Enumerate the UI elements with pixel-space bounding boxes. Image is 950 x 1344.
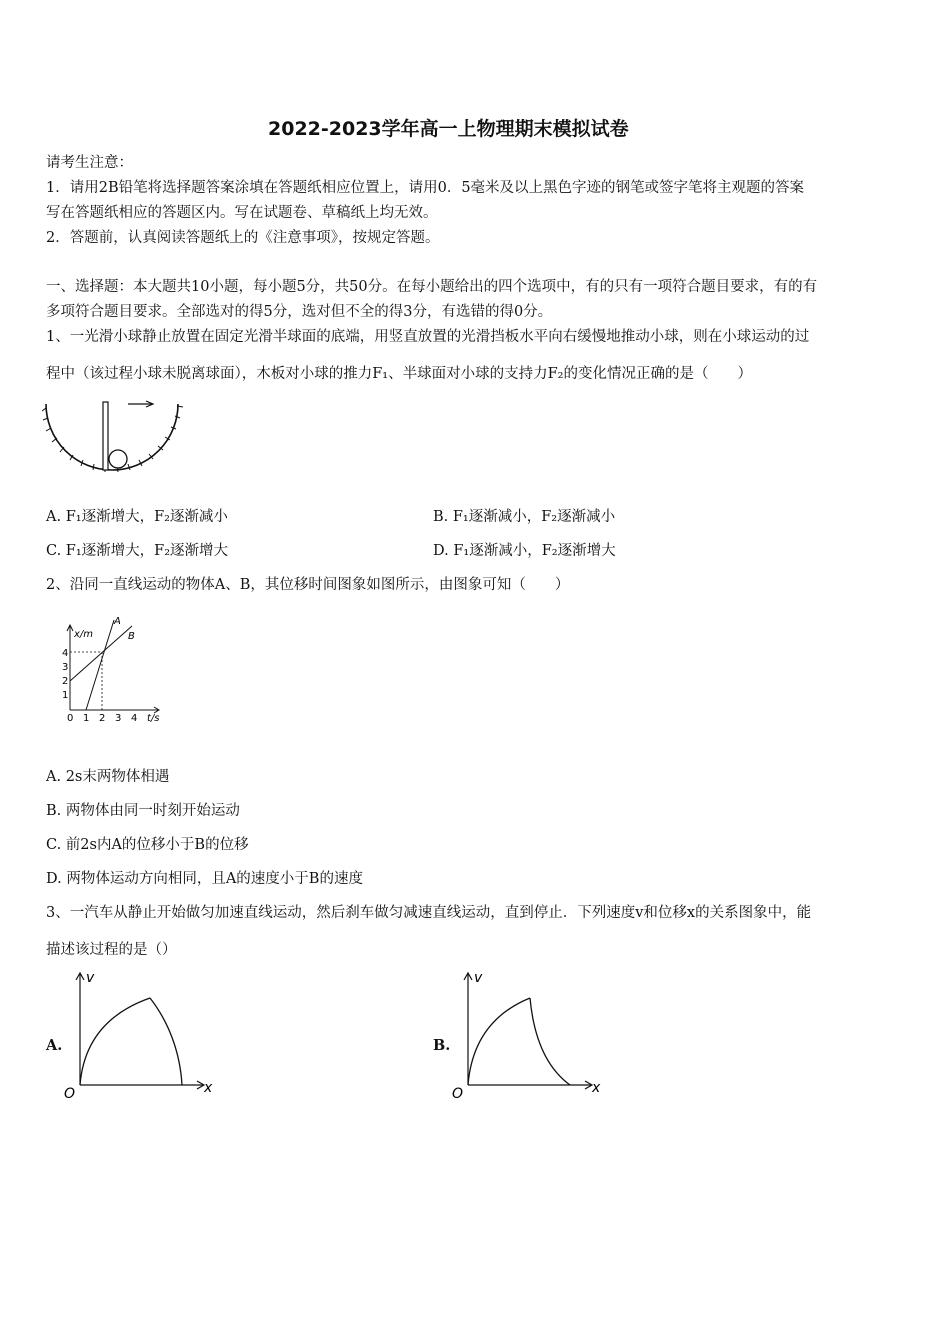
option-d: D. 两物体运动方向相同，且A的速度小于B的速度: [46, 871, 363, 887]
question-3-stem: 描述该过程的是（）: [46, 942, 177, 958]
section-instructions: 一、选择题：本大题共10小题，每小题5分，共50分。在每小题给出的四个选项中，有的只有一项符合题目要求，有的有: [46, 279, 818, 295]
y-tick-label: 4: [62, 648, 69, 659]
line-b-label: B: [128, 631, 135, 642]
question-2-graph: [58, 614, 168, 726]
section-instructions: 多项符合题目要求。全部选对的得5分，选对但不全的得3分，有选错的得0分。: [46, 304, 553, 320]
origin-label: O: [64, 1086, 76, 1102]
x-axis-label: x: [204, 1080, 213, 1096]
x-tick-label: 3: [115, 713, 122, 724]
y-tick-label: 1: [62, 690, 69, 701]
origin-label: O: [452, 1086, 464, 1102]
question-2-stem: 2、沿同一直线运动的物体A、B，其位移时间图象如图所示，由图象可知（ ）: [46, 577, 570, 593]
notice-line: 2．答题前，认真阅读答题纸上的《注意事项》，按规定答题。: [46, 230, 440, 246]
option-d: D. F₁逐渐减小，F₂逐渐增大: [433, 543, 616, 559]
y-axis-label: v: [474, 970, 483, 986]
option-c: C. F₁逐渐增大，F₂逐渐增大: [46, 543, 229, 559]
option-b: B. F₁逐渐减小，F₂逐渐减小: [433, 509, 616, 525]
y-axis-label: v: [86, 970, 95, 986]
y-tick-label: 3: [62, 662, 69, 673]
question-3-graph-a: [58, 966, 218, 1106]
question-3-graph-b: [446, 966, 606, 1106]
option-a-label: A.: [46, 1037, 63, 1054]
y-tick-label: 2: [62, 676, 69, 687]
option-c: C. 前2s内A的位移小于B的位移: [46, 837, 249, 853]
x-tick-label: 4: [131, 713, 138, 724]
page-title: 2022-2023学年高一上物理期末模拟试卷: [268, 118, 629, 140]
y-axis-label: x/m: [74, 629, 94, 640]
question-1-figure: [42, 396, 184, 476]
question-1-stem: 1、一光滑小球静止放置在固定光滑半球面的底端，用竖直放置的光滑挡板水平向右缓慢地推动小球，则在小球运动的过: [46, 329, 810, 345]
notice-line: 写在答题纸相应的答题区内。写在试题卷、草稿纸上均无效。: [46, 205, 438, 221]
notice-line: 1．请用2B铅笔将选择题答案涂填在答题纸相应位置上，请用0．5毫米及以上黑色字迹的钢笔或签字笔将主观题的答案: [46, 180, 805, 196]
line-a-label: A: [114, 616, 121, 627]
x-tick-label: 2: [99, 713, 106, 724]
x-tick-label: 1: [83, 713, 90, 724]
x-tick-label: 0: [67, 713, 74, 724]
x-axis-label: t/s: [147, 713, 160, 724]
option-b-label: B.: [433, 1037, 451, 1054]
option-a: A. F₁逐渐增大，F₂逐渐减小: [46, 509, 228, 525]
x-axis-label: x: [592, 1080, 601, 1096]
option-a: A. 2s末两物体相遇: [46, 769, 170, 785]
question-1-stem: 程中（该过程小球未脱离球面），木板对小球的推力F₁、半球面对小球的支持力F₂的变化情况正确的是（ ）: [46, 366, 752, 382]
notice-heading: 请考生注意：: [46, 155, 133, 171]
question-3-stem: 3、一汽车从静止开始做匀加速直线运动，然后刹车做匀减速直线运动，直到停止．下列速度v和位移x的关系图象中，能: [46, 905, 812, 921]
option-b: B. 两物体由同一时刻开始运动: [46, 803, 240, 819]
